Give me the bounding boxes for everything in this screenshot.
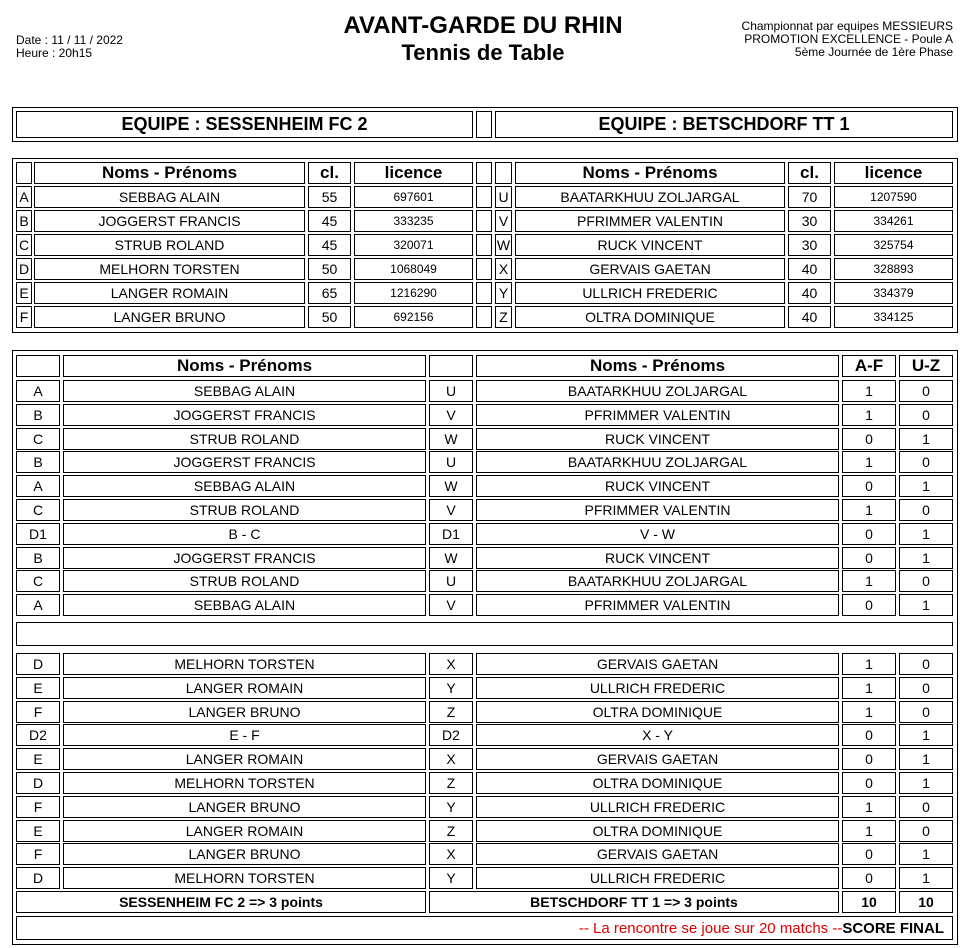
home-player-name: MELHORN TORSTEN: [63, 653, 426, 675]
home-roster-licence: 1068049: [354, 258, 473, 280]
away-player-name: PFRIMMER VALENTIN: [476, 594, 839, 616]
home-roster-class: 50: [308, 258, 351, 280]
away-score: 0: [899, 404, 953, 426]
home-player-name: STRUB ROLAND: [63, 499, 426, 521]
home-player-letter: B: [16, 404, 60, 426]
away-score: 0: [899, 820, 953, 842]
home-player-name: STRUB ROLAND: [63, 428, 426, 450]
away-player-name: GERVAIS GAETAN: [476, 653, 839, 675]
away-player-name: RUCK VINCENT: [476, 475, 839, 497]
home-player-name: JOGGERST FRANCIS: [63, 404, 426, 426]
away-score: 0: [899, 677, 953, 699]
roster-header-separator: [476, 162, 492, 184]
away-player-name: GERVAIS GAETAN: [476, 748, 839, 770]
home-roster-name: STRUB ROLAND: [34, 234, 305, 256]
home-roster-class: 45: [308, 234, 351, 256]
away-player-name: V - W: [476, 523, 839, 545]
away-player-letter: Y: [429, 796, 473, 818]
roster-separator: [476, 234, 492, 256]
away-roster-licence: 1207590: [834, 186, 953, 208]
away-roster-name: ULLRICH FREDERIC: [515, 282, 785, 304]
away-player-name: OLTRA DOMINIQUE: [476, 701, 839, 723]
roster-separator: [476, 186, 492, 208]
home-roster-class: 50: [308, 306, 351, 328]
roster-separator: [476, 306, 492, 328]
roster-separator: [476, 282, 492, 304]
away-roster-class: 40: [788, 258, 831, 280]
away-score: 1: [899, 724, 953, 746]
away-player-name: X - Y: [476, 724, 839, 746]
home-score: 1: [842, 820, 896, 842]
away-score: 1: [899, 594, 953, 616]
away-player-letter: D1: [429, 523, 473, 545]
home-player-name: B - C: [63, 523, 426, 545]
header-info: [16, 34, 123, 60]
away-score: 0: [899, 499, 953, 521]
away-player-name: BAATARKHUU ZOLJARGAL: [476, 451, 839, 473]
home-header-player-letter: [16, 355, 60, 377]
home-player-letter: A: [16, 594, 60, 616]
away-score: 1: [899, 748, 953, 770]
away-roster-name: GERVAIS GAETAN: [515, 258, 785, 280]
home-points-summary: SESSENHEIM FC 2 => 3 points: [16, 891, 426, 913]
home-score: 1: [842, 796, 896, 818]
away-score: 0: [899, 451, 953, 473]
away-roster-letter: X: [495, 258, 512, 280]
home-player-name: LANGER BRUNO: [63, 843, 426, 865]
away-player-letter: X: [429, 653, 473, 675]
championship-label: Championnat par equipes MESSIEURS: [741, 19, 953, 33]
away-score: 0: [899, 380, 953, 402]
home-roster-header-letter: [16, 162, 32, 184]
home-player-letter: C: [16, 570, 60, 592]
home-header-score: A-F: [842, 355, 896, 377]
away-player-letter: Y: [429, 677, 473, 699]
home-roster-class: 55: [308, 186, 351, 208]
home-roster-header-name: Noms - Prénoms: [34, 162, 305, 184]
home-player-name: JOGGERST FRANCIS: [63, 451, 426, 473]
away-player-name: ULLRICH FREDERIC: [476, 796, 839, 818]
away-player-name: OLTRA DOMINIQUE: [476, 820, 839, 842]
away-points-summary: BETSCHDORF TT 1 => 3 points: [429, 891, 839, 913]
home-player-name: LANGER ROMAIN: [63, 677, 426, 699]
away-roster-licence: 325754: [834, 234, 953, 256]
home-player-name: STRUB ROLAND: [63, 570, 426, 592]
home-score: 0: [842, 724, 896, 746]
home-score: 1: [842, 701, 896, 723]
home-roster-letter: F: [16, 306, 32, 328]
home-score: 0: [842, 867, 896, 889]
away-player-letter: Z: [429, 820, 473, 842]
away-player-letter: V: [429, 594, 473, 616]
home-score: 0: [842, 523, 896, 545]
away-roster-name: RUCK VINCENT: [515, 234, 785, 256]
home-roster-name: SEBBAG ALAIN: [34, 186, 305, 208]
away-roster-name: BAATARKHUU ZOLJARGAL: [515, 186, 785, 208]
roster-separator: [476, 210, 492, 232]
away-score: 1: [899, 867, 953, 889]
away-score: 1: [899, 428, 953, 450]
home-header-player-name: Noms - Prénoms: [63, 355, 426, 377]
teams-separator: [476, 111, 492, 138]
home-player-name: SEBBAG ALAIN: [63, 475, 426, 497]
away-header-player-name: Noms - Prénoms: [476, 355, 839, 377]
away-roster-header-name: Noms - Prénoms: [515, 162, 785, 184]
home-player-name: LANGER BRUNO: [63, 701, 426, 723]
away-roster-licence: 328893: [834, 258, 953, 280]
away-player-letter: W: [429, 428, 473, 450]
home-score: 1: [842, 380, 896, 402]
away-score: 0: [899, 570, 953, 592]
away-player-letter: W: [429, 475, 473, 497]
away-score: 1: [899, 547, 953, 569]
away-roster-letter: Y: [495, 282, 512, 304]
home-player-name: LANGER ROMAIN: [63, 820, 426, 842]
away-roster-class: 70: [788, 186, 831, 208]
group-divider: [16, 622, 953, 646]
away-player-letter: U: [429, 380, 473, 402]
away-player-letter: Y: [429, 867, 473, 889]
home-score: 1: [842, 404, 896, 426]
home-roster-licence: 1216290: [354, 282, 473, 304]
home-player-name: LANGER ROMAIN: [63, 748, 426, 770]
away-player-letter: U: [429, 570, 473, 592]
home-roster-licence: 333235: [354, 210, 473, 232]
home-score: 0: [842, 475, 896, 497]
home-player-letter: D2: [16, 724, 60, 746]
away-score: 1: [899, 843, 953, 865]
home-roster-licence: 697601: [354, 186, 473, 208]
home-team-name: EQUIPE : SESSENHEIM FC 2: [16, 111, 473, 138]
away-player-letter: W: [429, 547, 473, 569]
away-player-name: OLTRA DOMINIQUE: [476, 772, 839, 794]
away-player-letter: X: [429, 748, 473, 770]
home-player-name: SEBBAG ALAIN: [63, 594, 426, 616]
score-final-label: SCORE FINAL: [842, 919, 944, 937]
home-score: 0: [842, 843, 896, 865]
home-player-name: E - F: [63, 724, 426, 746]
away-score: 1: [899, 523, 953, 545]
home-roster-name: LANGER ROMAIN: [34, 282, 305, 304]
home-player-name: LANGER BRUNO: [63, 796, 426, 818]
away-player-letter: V: [429, 499, 473, 521]
away-player-name: GERVAIS GAETAN: [476, 843, 839, 865]
home-player-letter: D: [16, 653, 60, 675]
away-player-name: PFRIMMER VALENTIN: [476, 499, 839, 521]
away-score: 0: [899, 701, 953, 723]
home-player-letter: D1: [16, 523, 60, 545]
home-roster-class: 45: [308, 210, 351, 232]
home-roster-header-class: cl.: [308, 162, 351, 184]
home-player-letter: A: [16, 380, 60, 402]
away-player-name: ULLRICH FREDERIC: [476, 867, 839, 889]
home-roster-letter: E: [16, 282, 32, 304]
roster-separator: [476, 258, 492, 280]
away-header-player-letter: [429, 355, 473, 377]
header-title-block: [300, 12, 666, 66]
home-roster-licence: 320071: [354, 234, 473, 256]
away-roster-name: PFRIMMER VALENTIN: [515, 210, 785, 232]
home-score: 0: [842, 748, 896, 770]
home-player-letter: F: [16, 701, 60, 723]
away-score: 1: [899, 475, 953, 497]
away-roster-name: OLTRA DOMINIQUE: [515, 306, 785, 328]
away-player-name: BAATARKHUU ZOLJARGAL: [476, 380, 839, 402]
away-score: 0: [899, 796, 953, 818]
home-player-letter: E: [16, 820, 60, 842]
home-score: 1: [842, 677, 896, 699]
away-roster-header-licence: licence: [834, 162, 953, 184]
away-header-score: U-Z: [899, 355, 953, 377]
home-player-name: MELHORN TORSTEN: [63, 772, 426, 794]
home-score: 1: [842, 451, 896, 473]
home-roster-letter: B: [16, 210, 32, 232]
away-total-score: 10: [899, 891, 953, 913]
page-subtitle: Tennis de Table: [401, 40, 565, 65]
home-roster-name: LANGER BRUNO: [34, 306, 305, 328]
home-roster-class: 65: [308, 282, 351, 304]
away-player-letter: Z: [429, 701, 473, 723]
home-score: 0: [842, 772, 896, 794]
away-player-letter: X: [429, 843, 473, 865]
home-player-name: JOGGERST FRANCIS: [63, 547, 426, 569]
home-player-name: MELHORN TORSTEN: [63, 867, 426, 889]
match-time: Heure : 20h15: [16, 46, 93, 60]
home-player-name: SEBBAG ALAIN: [63, 380, 426, 402]
home-player-letter: C: [16, 499, 60, 521]
away-roster-licence: 334261: [834, 210, 953, 232]
home-roster-name: JOGGERST FRANCIS: [34, 210, 305, 232]
home-player-letter: B: [16, 547, 60, 569]
away-roster-header-class: cl.: [788, 162, 831, 184]
home-score: 0: [842, 594, 896, 616]
away-player-name: RUCK VINCENT: [476, 547, 839, 569]
home-player-letter: E: [16, 677, 60, 699]
home-roster-licence: 692156: [354, 306, 473, 328]
home-score: 1: [842, 570, 896, 592]
home-score: 0: [842, 547, 896, 569]
away-player-name: PFRIMMER VALENTIN: [476, 404, 839, 426]
home-player-letter: A: [16, 475, 60, 497]
away-roster-class: 30: [788, 210, 831, 232]
footer-note: -- La rencontre se joue sur 20 matchs --: [578, 919, 843, 937]
away-roster-letter: V: [495, 210, 512, 232]
home-total-score: 10: [842, 891, 896, 913]
round-label: 5ème Journée de 1ère Phase: [794, 45, 953, 59]
away-roster-licence: 334379: [834, 282, 953, 304]
away-score: 1: [899, 772, 953, 794]
home-player-letter: E: [16, 748, 60, 770]
home-roster-name: MELHORN TORSTEN: [34, 258, 305, 280]
away-roster-licence: 334125: [834, 306, 953, 328]
home-roster-letter: C: [16, 234, 32, 256]
home-roster-letter: A: [16, 186, 32, 208]
away-player-name: ULLRICH FREDERIC: [476, 677, 839, 699]
home-player-letter: C: [16, 428, 60, 450]
away-player-name: RUCK VINCENT: [476, 428, 839, 450]
footer-note-row: [16, 916, 953, 940]
away-player-letter: V: [429, 404, 473, 426]
home-roster-header-licence: licence: [354, 162, 473, 184]
home-player-letter: D: [16, 772, 60, 794]
home-score: 0: [842, 428, 896, 450]
away-roster-letter: W: [495, 234, 512, 256]
home-score: 1: [842, 499, 896, 521]
away-score: 0: [899, 653, 953, 675]
away-roster-class: 40: [788, 306, 831, 328]
away-roster-header-letter: [495, 162, 512, 184]
home-roster-letter: D: [16, 258, 32, 280]
away-player-letter: Z: [429, 772, 473, 794]
home-score: 1: [842, 653, 896, 675]
home-player-letter: B: [16, 451, 60, 473]
match-date: Date : 11 / 11 / 2022: [16, 33, 123, 47]
away-roster-letter: U: [495, 186, 512, 208]
away-roster-class: 40: [788, 282, 831, 304]
away-team-name: EQUIPE : BETSCHDORF TT 1: [495, 111, 953, 138]
away-roster-letter: Z: [495, 306, 512, 328]
page-title: AVANT-GARDE DU RHIN: [343, 12, 623, 39]
home-player-letter: D: [16, 867, 60, 889]
home-player-letter: F: [16, 796, 60, 818]
away-player-name: BAATARKHUU ZOLJARGAL: [476, 570, 839, 592]
away-player-letter: U: [429, 451, 473, 473]
competition-info: [742, 20, 953, 59]
away-roster-class: 30: [788, 234, 831, 256]
division-label: PROMOTION EXCELLENCE - Poule A: [744, 32, 953, 46]
home-player-letter: F: [16, 843, 60, 865]
away-player-letter: D2: [429, 724, 473, 746]
